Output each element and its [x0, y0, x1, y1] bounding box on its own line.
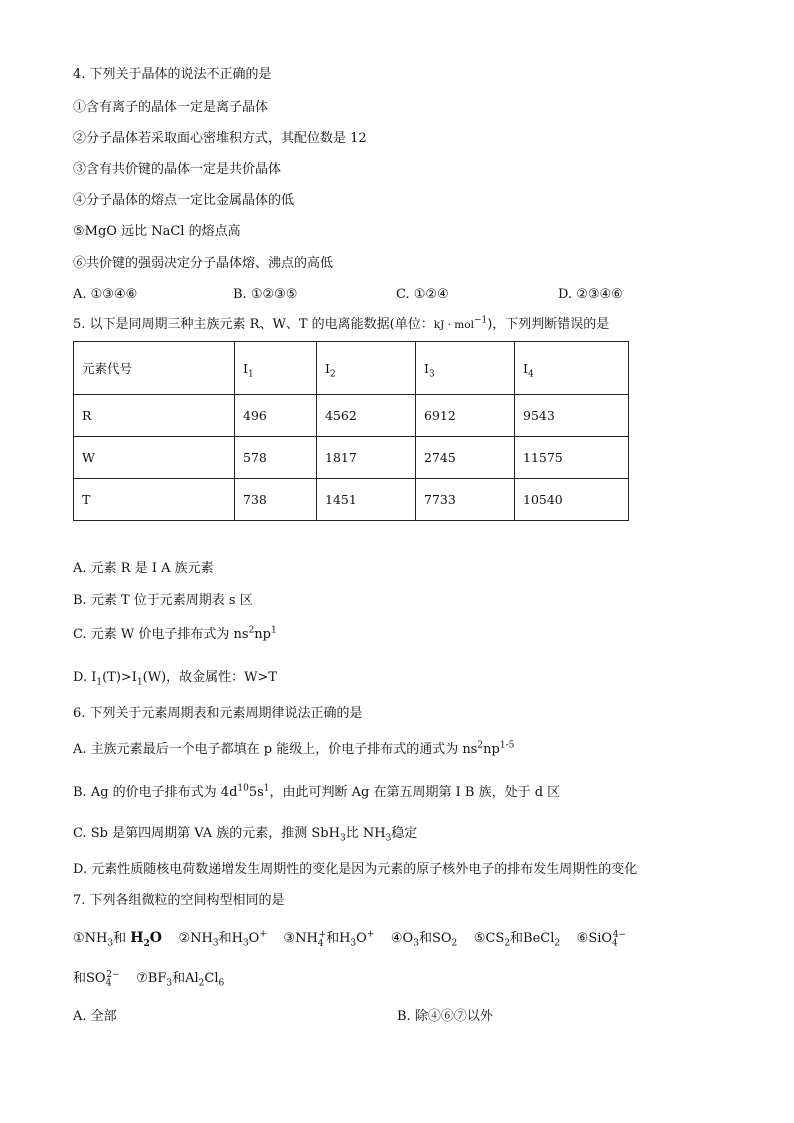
q5-option-d: D. $I_1(T)>I_1(W)$，故金属性：W>T	[73, 670, 278, 688]
table-cell: 2745	[416, 437, 515, 479]
table-cell: 4562	[317, 395, 416, 437]
header-cell: $I_2$	[317, 342, 416, 395]
q7-option-b: B. 除④⑥⑦以外	[397, 1009, 493, 1024]
q4-item-4: ④分子晶体的熔点一定比金属晶体的低	[73, 193, 295, 208]
table-cell: 11575	[515, 437, 629, 479]
q4-option-c: C. ①②④	[396, 287, 449, 302]
table-cell: 9543	[515, 395, 629, 437]
header-cell: $I_1$	[235, 342, 317, 395]
table-cell: 496	[235, 395, 317, 437]
q6-option-d: D. 元素性质随核电荷数递增发生周期性的变化是因为元素的原子核外电子的排布发生周期性的变化	[73, 862, 638, 877]
table-cell: W	[74, 437, 235, 479]
table-cell: 10540	[515, 479, 629, 521]
ionization-energy-table	[73, 341, 629, 521]
q6-option-a: A. 主族元素最后一个电子都填在 p 能级上，价电子排布式的通式为 $ns^2np^{1-5}$	[73, 740, 515, 757]
q6-stem: 6. 下列关于元素周期表和元素周期律说法正确的是	[73, 706, 363, 721]
table-cell: R	[74, 395, 235, 437]
q6-option-c: C. Sb 是第四周期第 VA 族的元素，推测 SbH$_3$比 $NH_3$稳定	[73, 826, 418, 844]
table-cell: 738	[235, 479, 317, 521]
table-cell: 1451	[317, 479, 416, 521]
q7-option-a: A. 全部	[73, 1009, 117, 1024]
header-cell: $I_3$	[416, 342, 515, 395]
q5-option-c: C. 元素 W 价电子排布式为 $ns^2np^1$	[73, 625, 277, 642]
q4-item-2: ②分子晶体若采取面心密堆积方式，其配位数是 12	[73, 131, 367, 146]
q4-stem: 4. 下列关于晶体的说法不正确的是	[73, 67, 272, 82]
table-cell: T	[74, 479, 235, 521]
table-cell: 6912	[416, 395, 515, 437]
table-row	[74, 479, 629, 521]
q6-option-b: B. Ag 的价电子排布式为 $4d^{10}5s^1$，由此可判断 Ag 在第五周期第 I B 族，处于 d 区	[73, 783, 561, 800]
table-header-row	[74, 342, 629, 395]
q4-item-5: ⑤MgO 远比 NaCl 的熔点高	[73, 224, 241, 239]
q4-option-b: B. ①②③⑤	[233, 287, 298, 302]
q4-option-a: A. ①③④⑥	[73, 287, 138, 302]
table-cell: 1817	[317, 437, 416, 479]
q7-stem: 7. 下列各组微粒的空间构型相同的是	[73, 893, 285, 908]
table-cell: 7733	[416, 479, 515, 521]
q7-groups-line-1: $①NH_3$和 $H_2O$ $②NH_3$和$H_3O^+$ $③NH_4^+$和$H_3O^+$ $④O_3$和$SO_2$ $⑤CS_2$和BeCl$_2$ ⑥SiO$_4^{4-}$	[73, 929, 627, 949]
header-cell: 元素代号	[74, 342, 235, 395]
header-cell: $I_4$	[515, 342, 629, 395]
q5-option-a: A. 元素 R 是 I A 族元素	[73, 561, 214, 576]
q4-option-d: D. ②③④⑥	[558, 287, 623, 302]
q5-option-b: B. 元素 T 位于元素周期表 s 区	[73, 593, 253, 608]
q4-item-6: ⑥共价键的强弱决定分子晶体熔、沸点的高低	[73, 256, 334, 271]
q7-groups-line-2: 和$SO_4^{2-}$ $⑦BF_3$和$Al_2Cl_6$	[73, 969, 225, 989]
q4-item-1: ①含有离子的晶体一定是离子晶体	[73, 100, 269, 115]
q4-item-3: ③含有共价键的晶体一定是共价晶体	[73, 162, 282, 177]
q5-stem: 5. 以下是同周期三种主族元素 R、W、T 的电离能数据(单位：kJ · mol$^{-1}$)，下列判断错误的是	[73, 315, 610, 332]
table-row	[74, 437, 629, 479]
table-cell: 578	[235, 437, 317, 479]
table-row	[74, 395, 629, 437]
